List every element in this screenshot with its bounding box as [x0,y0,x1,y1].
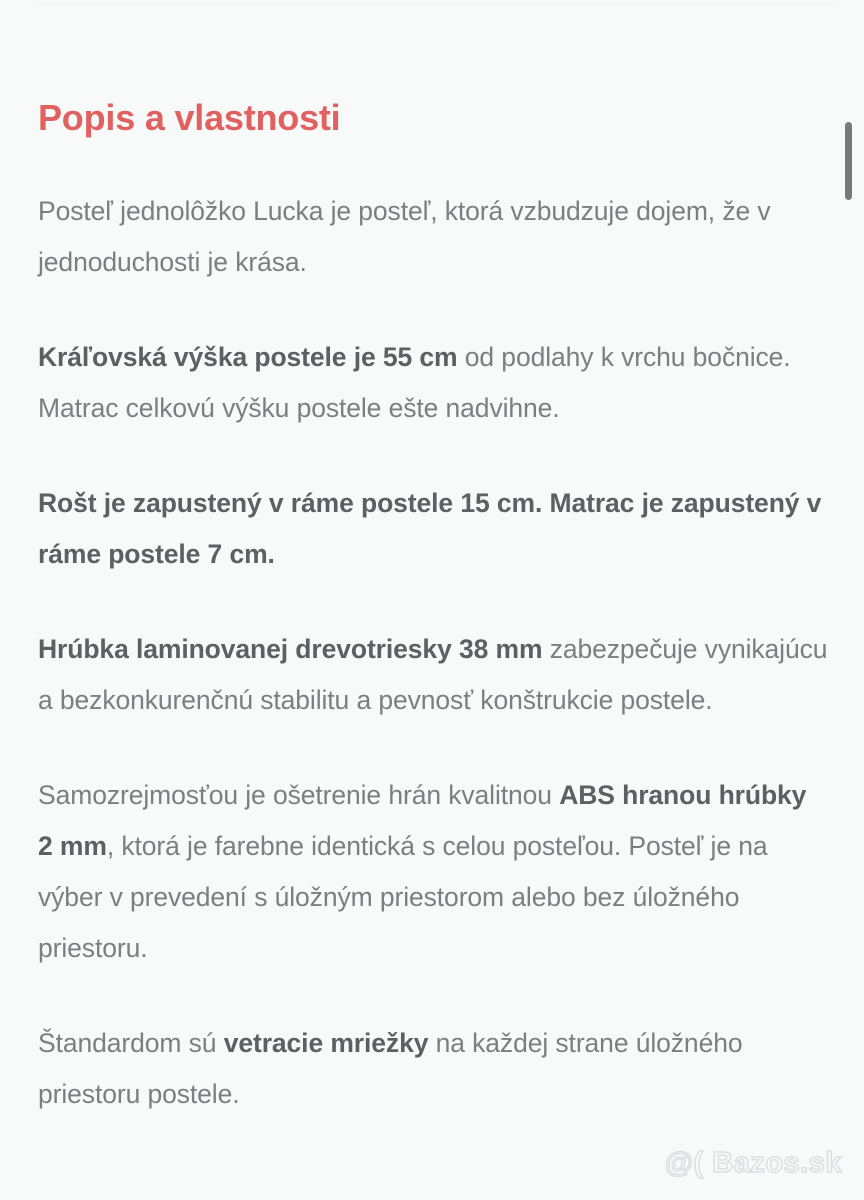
page-title: Popis a vlastnosti [38,97,341,138]
body-text: Štandardom sú [38,1028,224,1058]
bazos-watermark: @( Bazos.sk [664,1147,842,1179]
paragraph-intro [38,186,828,288]
vertical-scrollbar[interactable] [836,0,864,1200]
paragraph-slats [38,478,828,580]
body-text: na každej strane úložného priestoru postele. [38,1028,743,1109]
paragraph-abs-edge [38,770,828,974]
emphasis-text: Rošt je zapustený v ráme postele 15 cm. Matrac je zapustený v ráme postele 7 cm. [38,488,822,569]
top-divider [38,3,836,4]
scrollbar-thumb[interactable] [845,122,852,200]
paragraph-vents [38,1018,828,1120]
paragraph-height [38,332,828,434]
body-text: od podlahy k vrchu bočnice. Matrac celkovú výšku postele ešte nadvihne. [38,342,791,423]
emphasis-text: Kráľovská výška postele je 55 cm [38,342,458,372]
body-text: Posteľ jednolôžko Lucka je posteľ, ktorá vzbudzuje dojem, že v jednoduchosti je krása. [38,196,771,277]
body-text: Samozrejmosťou je ošetrenie hrán kvalitnou [38,780,560,810]
paragraph-chipboard [38,624,828,726]
body-text: zabezpečuje vynikajúcu a bezkonkurenčnú stabilitu a pevnosť konštrukcie postele. [38,634,828,715]
body-text: , ktorá je farebne identická s celou posteľou. Posteľ je na výber v prevedení s úložným priestorom alebo bez úložného priestoru. [38,831,768,963]
emphasis-text: vetracie mriežky [223,1028,429,1058]
emphasis-text: ABS hranou hrúbky 2 mm [38,780,807,861]
emphasis-text: Hrúbka laminovanej drevotriesky 38 mm [38,634,543,664]
description-body [38,186,828,1120]
